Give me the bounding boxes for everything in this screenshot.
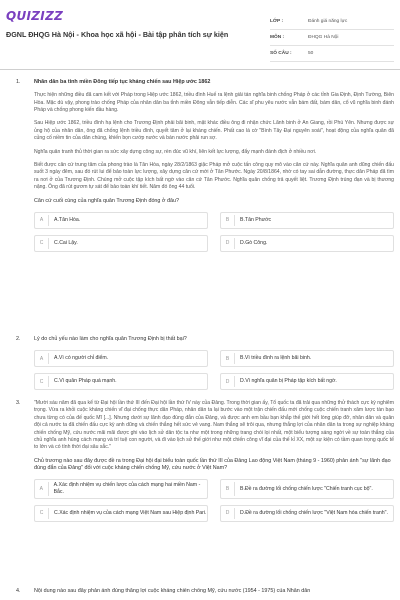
option-text: C.Vì quân Pháp quá mạnh. xyxy=(54,378,117,385)
options-grid xyxy=(34,350,394,390)
info-value: 50 xyxy=(308,51,314,56)
info-panel xyxy=(270,14,394,62)
option-c[interactable] xyxy=(34,235,208,252)
option-letter: B xyxy=(221,482,235,496)
option-d[interactable] xyxy=(220,373,394,390)
option-b[interactable] xyxy=(220,350,394,367)
option-text: D.Vì nghĩa quân bị Pháp tập kích bất ngờ. xyxy=(240,378,337,385)
option-letter: D xyxy=(221,376,235,387)
passage-paragraph: Sau Hiệp ước 1862, triều đình hạ lệnh cho Trương Định phải bãi binh, mặt khác điều ông đi nhận chức Lãnh binh ở An Giang, rồi Phú Yên. Nhưng được sự ủng hộ của nhân dân, ông đã chống lệnh triều đình, quyết tâm ở lại kháng chiến. Phất cao lá cờ "Bình Tây Đại nguyên soái", hoạt động của nghĩa quân đã củng cố niềm tin của dân chúng, khiến bọn cướp nước và bán nước phải run sợ. xyxy=(34,120,394,142)
info-key: SỐ CÂU : xyxy=(270,51,292,56)
info-row-count xyxy=(270,46,394,62)
option-c[interactable] xyxy=(34,373,208,390)
option-text: A.Tân Hòa. xyxy=(54,216,81,223)
question-stem: Chủ trương nào sau đây được đề ra trong Đại hội đại biểu toàn quốc lần thứ III của Đảng Lao động Việt Nam (tháng 9 - 1960) phản ánh "sự lãnh đạo đúng đắn của Đảng" đối với cuộc kháng chiến chống Mỹ, cứu nước ở Việt Nam? xyxy=(34,457,391,472)
document-title: ĐGNL ĐHQG Hà Nội - Khoa học xã hội - Bài tập phân tích sự kiện xyxy=(6,30,229,39)
question-stem: Căn cứ cuối cùng của nghĩa quân Trương Định đóng ở đâu? xyxy=(34,197,179,204)
question-body xyxy=(34,400,394,522)
info-value: Đánh giá năng lực xyxy=(308,19,348,24)
question-body xyxy=(34,588,394,595)
option-letter: A xyxy=(35,482,49,496)
option-d[interactable] xyxy=(220,235,394,252)
option-letter: C xyxy=(35,376,49,387)
option-letter: C xyxy=(35,238,49,249)
header-divider xyxy=(0,69,400,70)
option-letter: D xyxy=(221,508,235,519)
question-number: 2. xyxy=(16,336,21,342)
option-letter: B xyxy=(221,215,235,226)
options-grid xyxy=(34,212,394,252)
passage-paragraph: "Mười sáu năm đã qua kể từ Đại hội lần thứ III đến Đại hội lần thứ IV này của Đảng. Trong thời gian ấy, Tổ quốc ta đã trải qua những thử thách cực kỳ nghiêm trọng. Vừa ra khỏi cuộc kháng chiến vĩ đại chống thực dân Pháp, nhân dân ta lại bước vào một trận chiến đấu mới chống cuộc chiến tranh xâm lược tàn bạo chưa từng có của đế quốc Mĩ [...]. Nhưng dưới sự lãnh đạo đúng đắn của Đảng, và được anh em bầu bạn khắp thế giới hết lòng giúp đỡ, nhân dân và quân đội cả nước ta đã chiến đấu cực kỳ anh dũng và chiến thắng hết sức vẻ vang. Nam thắng sẽ trôi qua, nhưng thắng lợi của nhân dân ta trong sự nghiệp kháng chiến chống Mỹ, cứu nước mãi mãi được ghi vào lịch sử dân tộc ta như một trong những trang chói lọi nhất, một biểu tượng sáng ngời về sự toàn thắng của chủ nghĩa anh hùng cách mạng và trí tuệ con người, và đi vào lịch sử thế giới như một chiến công vĩ đại của thế kỉ XX, một sự kiện có tầm quan trọng quốc tế to lớn và có tính thời đại sâu sắc." xyxy=(34,400,394,451)
option-letter: D xyxy=(221,238,235,249)
question-title: Nhân dân ba tỉnh miền Đông tiếp tục kháng chiến sau Hiệp ước 1862 xyxy=(34,79,211,85)
passage-paragraph: Nghĩa quân tranh thủ thời gian ra sức xây dựng công sự, rèn đúc vũ khí, liên kết lực lượng, đẩy mạnh đánh địch ở nhiều nơi. xyxy=(34,148,317,155)
option-text: A.Vì có người chỉ điểm. xyxy=(54,355,109,362)
option-text: B.Đề ra đường lối chống chiến lược "Chiến tranh cục bộ". xyxy=(240,485,373,492)
option-letter: C xyxy=(35,508,49,519)
option-text: D.Đề ra đường lối chống chiến lược "Việt Nam hóa chiến tranh". xyxy=(240,509,388,516)
option-c[interactable] xyxy=(34,505,208,522)
info-row-subject xyxy=(270,30,394,46)
option-b[interactable] xyxy=(220,479,394,499)
info-key: MÔN : xyxy=(270,35,285,40)
option-a[interactable] xyxy=(34,479,208,499)
option-letter: B xyxy=(221,353,235,364)
question-number: 4. xyxy=(16,588,21,594)
option-a[interactable] xyxy=(34,350,208,367)
passage-paragraph: Thực hiện những điều đã cam kết với Pháp trong Hiệp ước 1862, triều đình Huế ra lệnh giải tán nghĩa binh chống Pháp ở các tỉnh Gia Định, Định Tường, Biên Hòa. Mặc dù vậy, phong trào chống Pháp của nhân dân ba tỉnh miền Đông vẫn tiếp diễn. Các sĩ phu yêu nước vẫn bám đất, bám dân, cổ vũ nghĩa binh đánh Pháp và chống phong kiến đầu hàng. xyxy=(34,92,394,114)
option-text: B.Vì triều đình ra lệnh bãi binh. xyxy=(240,355,312,362)
option-a[interactable] xyxy=(34,212,208,229)
question-title: Lý do chủ yếu nào làm cho nghĩa quân Trương Định bị thất bại? xyxy=(34,336,187,342)
info-value: ĐHQG Hà Nội xyxy=(308,35,339,40)
info-key: LỚP : xyxy=(270,19,284,24)
header xyxy=(0,0,400,68)
quizizz-logo: QUIZIZZ xyxy=(6,9,64,23)
options-grid xyxy=(34,479,394,522)
question-number: 1. xyxy=(16,79,21,85)
question-title: Nội dung nào sau đây phản ánh đúng thắng lợi cuộc kháng chiến chống Mỹ, cứu nước (1954 - 1975) của Nhân dân xyxy=(34,588,311,594)
passage-paragraph: Biết được căn cứ trung tâm của phong trào là Tân Hòa, ngày 28/2/1863 giặc Pháp mở cuộc tấn công quy mô vào căn cứ này. Nghĩa quân anh dũng chiến đấu suốt 3 ngày đêm, sau đó rút lui để bảo toàn lực lượng, xây dựng căn cứ mới ở Tân Phước. Ngày 20/8/1864, nhờ có tay sai dẫn đường, thực dân Pháp đã tìm ra nơi ở của Trương Định. Chúng mở cuộc tập kích bất ngờ vào căn cứ Tân Phước. Nghĩa quân chống trả quyết liệt. Trương Định trúng đạn và bị thương nặng. Ông đã rút gươm tự sát để bảo toàn khí tiết. Năm đó ông 44 tuổi. xyxy=(34,162,394,191)
option-b[interactable] xyxy=(220,212,394,229)
question-body xyxy=(34,336,394,390)
option-letter: A xyxy=(35,215,49,226)
option-text: C.Xác định nhiệm vụ của cách mạng Việt Nam sau Hiệp định Pari. xyxy=(54,509,207,516)
question-body xyxy=(34,79,394,252)
option-text: C.Cai Lậy. xyxy=(54,239,78,246)
option-text: A.Xác định nhiệm vụ chiến lược của cách mạng hai miền Nam - Bắc. xyxy=(53,482,201,496)
option-d[interactable] xyxy=(220,505,394,522)
option-text: B.Tân Phước xyxy=(240,216,272,223)
question-number: 3. xyxy=(16,400,21,406)
option-text: D.Gò Công. xyxy=(240,239,268,246)
option-letter: A xyxy=(35,353,49,364)
info-row-class xyxy=(270,14,394,30)
